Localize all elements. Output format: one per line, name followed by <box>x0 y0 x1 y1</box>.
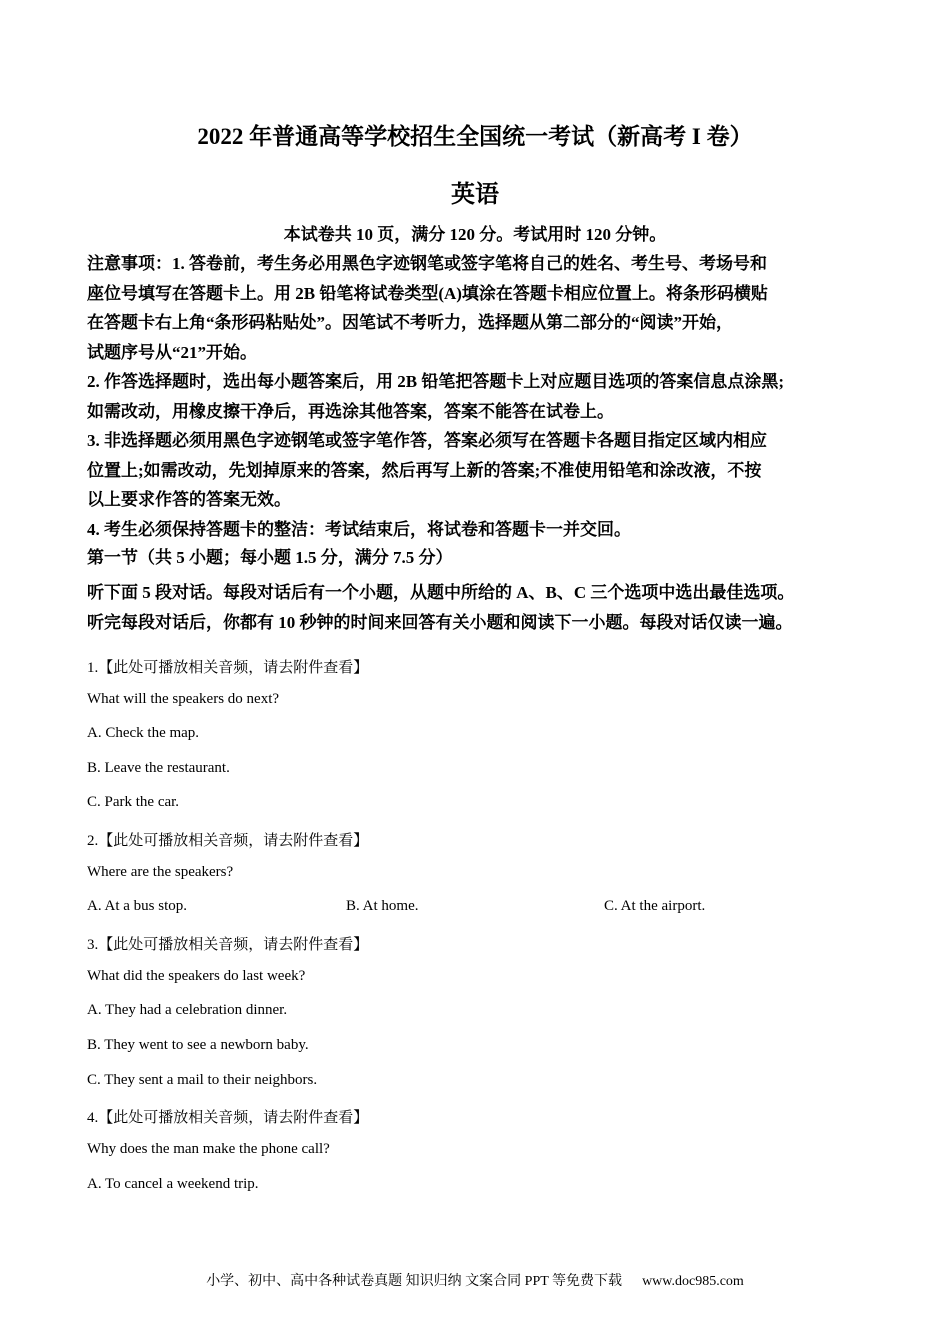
question-2-option-a: A. At a bus stop. <box>87 898 188 914</box>
question-number: 4. <box>87 1110 99 1126</box>
audio-link[interactable]: 【此处可播放相关音频，请去附件查看】 <box>98 1110 369 1126</box>
question-4-audio[interactable] <box>87 1106 368 1127</box>
question-2-audio[interactable] <box>87 829 368 850</box>
exam-notes <box>87 249 877 544</box>
audio-link[interactable]: 【此处可播放相关音频，请去附件查看】 <box>98 660 369 676</box>
instruction-line: 听完每段对话后，你都有 10 秒钟的时间来回答有关小题和阅读下一小题。每段对话仅读一遍。 <box>87 612 793 632</box>
question-number: 2. <box>87 833 99 849</box>
question-3-option-c: C. They sent a mail to their neighbors. <box>87 1072 318 1088</box>
question-3-text: What did the speakers do last week? <box>87 968 306 984</box>
audio-link[interactable]: 【此处可播放相关音频，请去附件查看】 <box>98 937 369 953</box>
notes-line: 在答题卡右上角“条形码粘贴处”。因笔试不考听力，选择题从第二部分的“阅读”开始， <box>87 313 733 332</box>
footer-site-link[interactable]: www.doc985.com <box>642 1274 744 1289</box>
notes-line: 座位号填写在答题卡上。用 2B 铅笔将试卷类型(A)填涂在答题卡相应位置上。将条形码横贴 <box>87 283 768 303</box>
notes-line: 4. 考生必须保持答题卡的整洁：考试结束后，将试卷和答题卡一并交回。 <box>87 519 631 539</box>
notes-line: 3. 非选择题必须用黑色字迹钢笔或签字笔作答，答案必须写在答题卡各题目指定区域内相应 <box>87 431 767 450</box>
notes-line: 注意事项：1. 答卷前，考生务必用黑色字迹钢笔或签字笔将自己的姓名、考生号、考场号和 <box>87 254 767 273</box>
question-1-option-c: C. Park the car. <box>87 794 180 810</box>
footer-text: 小学、初中、高中各种试卷真题 知识归纳 文案合同 PPT 等免费下载 <box>206 1274 623 1289</box>
question-2-option-b: B. At home. <box>346 898 419 914</box>
notes-line: 试题序号从“21”开始。 <box>87 342 257 362</box>
subject-heading: 英语 <box>451 182 499 208</box>
question-1-text: What will the speakers do next? <box>87 691 280 707</box>
question-4-text: Why does the man make the phone call? <box>87 1141 330 1157</box>
page-footer <box>0 1270 950 1290</box>
question-2-option-c: C. At the airport. <box>604 898 706 914</box>
page-title: 2022 年普通高等学校招生全国统一考试（新高考 I 卷） <box>197 124 753 149</box>
instruction-line: 听下面 5 段对话。每段对话后有一个小题，从题中所给的 A、B、C 三个选项中选出最佳选项。 <box>87 583 795 602</box>
audio-link[interactable]: 【此处可播放相关音频，请去附件查看】 <box>98 833 369 849</box>
question-3-audio[interactable] <box>87 933 368 954</box>
exam-meta: 本试卷共 10 页，满分 120 分。考试用时 120 分钟。 <box>283 225 667 244</box>
notes-line: 以上要求作答的答案无效。 <box>87 490 291 509</box>
question-3-option-b: B. They went to see a newborn baby. <box>87 1037 309 1053</box>
question-2-text: Where are the speakers? <box>87 864 234 880</box>
question-1-option-a: A. Check the map. <box>87 725 200 741</box>
question-4-option-a: A. To cancel a weekend trip. <box>87 1176 259 1192</box>
notes-line: 位置上;如需改动，先划掉原来的答案，然后再写上新的答案;不准使用铅笔和涂改液，不按 <box>87 460 762 480</box>
section-heading: 第一节（共 5 小题；每小题 1.5 分，满分 7.5 分） <box>87 548 453 567</box>
question-number: 1. <box>87 660 99 676</box>
question-3-option-a: A. They had a celebration dinner. <box>87 1002 288 1018</box>
section-instructions <box>87 578 887 637</box>
notes-line: 2. 作答选择题时，选出每小题答案后，用 2B 铅笔把答题卡上对应题目选项的答案信息点涂黑; <box>87 372 784 391</box>
question-number: 3. <box>87 937 99 953</box>
notes-line: 如需改动，用橡皮擦干净后，再选涂其他答案，答案不能答在试卷上。 <box>87 401 614 421</box>
question-1-option-b: B. Leave the restaurant. <box>87 760 230 776</box>
question-1-audio[interactable] <box>87 656 368 677</box>
